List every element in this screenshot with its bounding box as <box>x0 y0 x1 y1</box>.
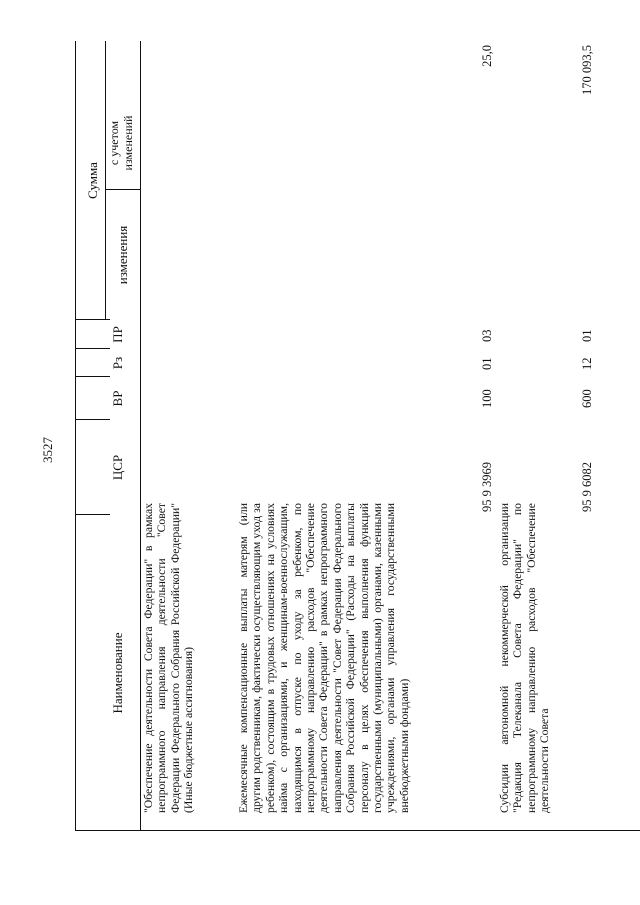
row-2-csr: 95 9 3969 <box>480 462 494 512</box>
header-bottom-border <box>140 41 141 831</box>
header-vr: ВР <box>110 390 125 407</box>
sum-subheader-line <box>105 41 106 320</box>
row-2-vr: 100 <box>480 389 494 408</box>
page-number: 3527 <box>40 437 55 463</box>
row-1-name: "Обеспечение деятельности Совета Федерации" в рамках непрограммного направления деятельности "Совет Федерации Федерального Собрания Российской Федерации" (Иные бюджетные ассигнования) <box>142 503 196 813</box>
col-divider-name <box>75 514 110 515</box>
col-divider-csr <box>75 419 110 420</box>
row-2-pr: 03 <box>480 329 494 342</box>
row-3-with-changes: 170 093,5 <box>580 45 594 95</box>
row-2-name: Ежемесячные компенсационные выплаты матерям (или другим родственникам, фактически осуществляющим уход за ребенком), состоящим в трудовых отношениях на условиях найма с организациями, и женщинам-военнослужащим, находящимся в отпуске по уходу за ребенком, по непрограммному направлению расходов "Обеспечение деятельности Совета Федерации" в рамках непрограммного направления деятельности "Совет Федерации Федерального Собрания Российской Федерации" (Расходы на выплаты персоналу в целях обеспечения выполнения функций государственными (муниципальными) органами, казенными учреждениями, органами управления государственными внебюджетными фондами) <box>237 503 411 813</box>
row-3-name: Субсидии автономной некоммерческой организации "Редакция Телеканала Совета Федерации" по непрограммному направлению расходов "Обеспечение деятельности Совета <box>498 503 552 813</box>
header-csr: ЦСР <box>110 454 125 481</box>
row-3-csr: 95 9 6082 <box>580 462 594 512</box>
table-top-border <box>75 41 76 831</box>
row-3-pr: 01 <box>580 329 594 342</box>
row-2-rz: 01 <box>480 357 494 370</box>
header-change: изменения <box>115 225 130 285</box>
col-divider-vr <box>75 376 110 377</box>
header-name: Наименование <box>110 632 125 714</box>
row-3-vr: 600 <box>580 389 594 408</box>
row-2-with-changes: 25,0 <box>480 45 494 67</box>
header-rz: Рз <box>110 356 125 370</box>
row-3-rz: 12 <box>580 357 594 370</box>
header-pr: ПР <box>110 326 125 343</box>
table-left-border <box>75 830 640 831</box>
header-sum: Сумма <box>85 162 100 199</box>
col-divider-rz <box>75 348 110 349</box>
header-with-changes: с учетом изменений <box>107 115 135 171</box>
